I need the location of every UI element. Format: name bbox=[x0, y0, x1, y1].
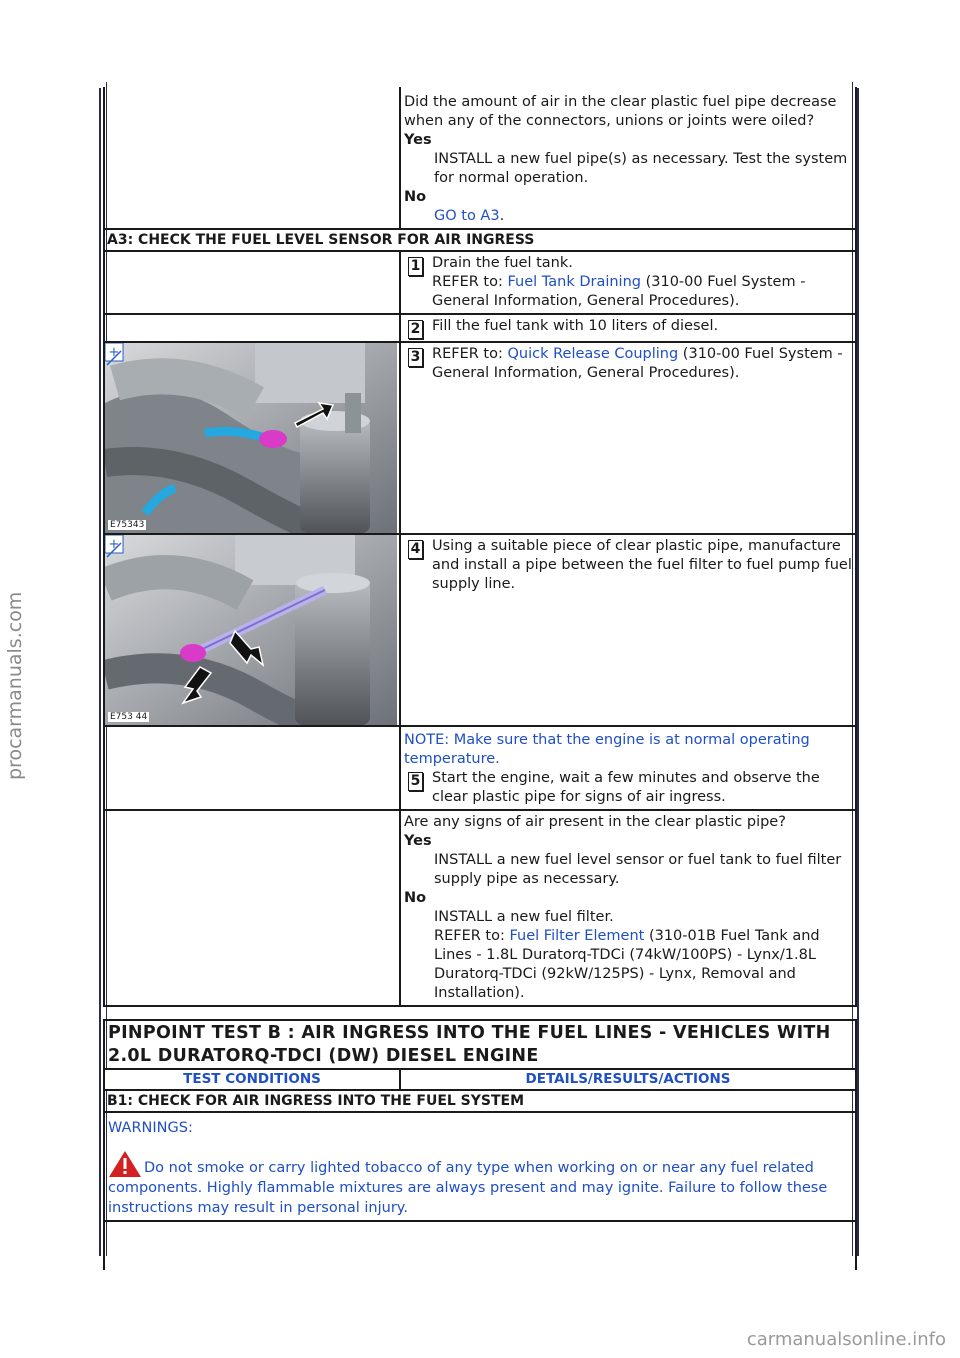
result-cell bbox=[400, 810, 856, 1006]
question-cell bbox=[400, 87, 856, 229]
step-4 bbox=[404, 537, 853, 594]
step-1-row bbox=[104, 251, 856, 314]
pinpoint-test-b-table bbox=[103, 1019, 857, 1270]
side-watermark: procarmanuals.com bbox=[4, 591, 26, 780]
result-row bbox=[104, 810, 856, 1006]
step-3 bbox=[404, 345, 853, 383]
warning-body bbox=[108, 1150, 852, 1218]
step-text: Start the engine, wait a few minutes and observe the clear plastic pipe for signs of air ingress. bbox=[432, 770, 820, 805]
col-test-conditions: TEST CONDITIONS bbox=[104, 1069, 400, 1090]
col-details-results-actions: DETAILS/RESULTS/ACTIONS bbox=[400, 1069, 856, 1090]
figure-label: E753 44 bbox=[110, 712, 148, 722]
step-number: 3 bbox=[408, 348, 423, 367]
step-5 bbox=[404, 769, 853, 807]
page-left-rule-outer bbox=[99, 88, 101, 1256]
fuel-filter-element-link[interactable]: Fuel Filter Element bbox=[509, 928, 645, 944]
step-4-row bbox=[104, 534, 856, 726]
continuation-row bbox=[104, 1221, 856, 1270]
step-number: 1 bbox=[408, 257, 423, 276]
question-text: Are any signs of air present in the clear plastic pipe? bbox=[404, 814, 786, 830]
step-5-row bbox=[104, 726, 856, 810]
no-action: GO to A3. bbox=[434, 208, 505, 224]
bottom-watermark: carmanualsonline.info bbox=[746, 1329, 946, 1350]
a3-header: A3: CHECK THE FUEL LEVEL SENSOR FOR AIR INGRESS bbox=[104, 229, 856, 251]
no-label: No bbox=[404, 189, 427, 205]
step-2 bbox=[404, 317, 853, 339]
yes-label: Yes bbox=[404, 833, 432, 849]
step-number: 2 bbox=[408, 320, 423, 339]
figure-e75344 bbox=[105, 535, 397, 725]
engine-quick-release-coupling-image bbox=[105, 343, 397, 533]
svg-text:+: + bbox=[108, 345, 120, 360]
yes-action: INSTALL a new fuel level sensor or fuel tank to fuel filter supply pipe as necessary. bbox=[434, 852, 842, 887]
step-text: Fill the fuel tank with 10 liters of diesel. bbox=[432, 318, 719, 334]
no-action: INSTALL a new fuel filter. bbox=[434, 909, 614, 925]
page-right-rule-outer bbox=[857, 88, 859, 1256]
warnings-label: WARNINGS: bbox=[108, 1120, 193, 1136]
question-row bbox=[104, 87, 856, 229]
warning-block bbox=[104, 1112, 856, 1221]
step-3-row bbox=[104, 342, 856, 534]
pinpoint-test-title: PINPOINT TEST B : AIR INGRESS INTO THE FUEL LINES - VEHICLES WITH 2.0L DURATORQ-TDCI (DW) DIESEL ENGINE bbox=[104, 1020, 856, 1069]
warning-triangle-icon bbox=[108, 1150, 142, 1178]
diagnostic-table bbox=[103, 87, 857, 1007]
b1-header: B1: CHECK FOR AIR INGRESS INTO THE FUEL SYSTEM bbox=[104, 1090, 856, 1112]
step-number: 4 bbox=[408, 540, 423, 559]
step-number: 5 bbox=[408, 772, 423, 791]
figure-e75343 bbox=[105, 343, 397, 533]
figure-label: E75343 bbox=[110, 520, 145, 530]
quick-release-coupling-link[interactable]: Quick Release Coupling bbox=[507, 346, 679, 362]
engine-clear-pipe-image bbox=[105, 535, 397, 725]
note-text: NOTE: Make sure that the engine is at normal operating temperature. bbox=[404, 732, 810, 767]
question-text: Did the amount of air in the clear plastic fuel pipe decrease when any of the connectors, unions or joints were oiled? bbox=[404, 94, 837, 129]
step-text: Drain the fuel tank. bbox=[432, 255, 573, 271]
a3-header-row bbox=[104, 229, 856, 251]
step-text: Using a suitable piece of clear plastic pipe, manufacture and install a pipe between the fuel filter to fuel pump fuel supply line. bbox=[432, 538, 852, 592]
step-2-row bbox=[104, 314, 856, 342]
svg-text:+: + bbox=[108, 537, 120, 552]
no-refer: REFER to: Fuel Filter Element (310-01B Fuel Tank and Lines - 1.8L Duratorq-TDCi (74kW/100PS) - Lynx/1.8L Duratorq-TDCi (92kW/125PS) - Lynx, Removal and Installation). bbox=[434, 928, 820, 1001]
no-label: No bbox=[404, 890, 427, 906]
yes-label: Yes bbox=[404, 132, 432, 148]
step-refer: REFER to: Fuel Tank Draining (310-00 Fuel System - General Information, General Procedures). bbox=[432, 274, 806, 309]
step-refer: REFER to: Quick Release Coupling (310-00 Fuel System - General Information, General Procedures). bbox=[432, 346, 843, 381]
step-1 bbox=[404, 254, 853, 311]
go-to-a3-link[interactable]: GO to A3 bbox=[434, 208, 500, 224]
yes-action: INSTALL a new fuel pipe(s) as necessary. Test the system for normal operation. bbox=[434, 151, 848, 186]
warning-text: Do not smoke or carry lighted tobacco of any type when working on or near any fuel related components. Highly flammable mixtures are always present and may ignite. Failure to follow these instructions may result in personal injury. bbox=[108, 1160, 828, 1216]
fuel-tank-draining-link[interactable]: Fuel Tank Draining bbox=[507, 274, 641, 290]
